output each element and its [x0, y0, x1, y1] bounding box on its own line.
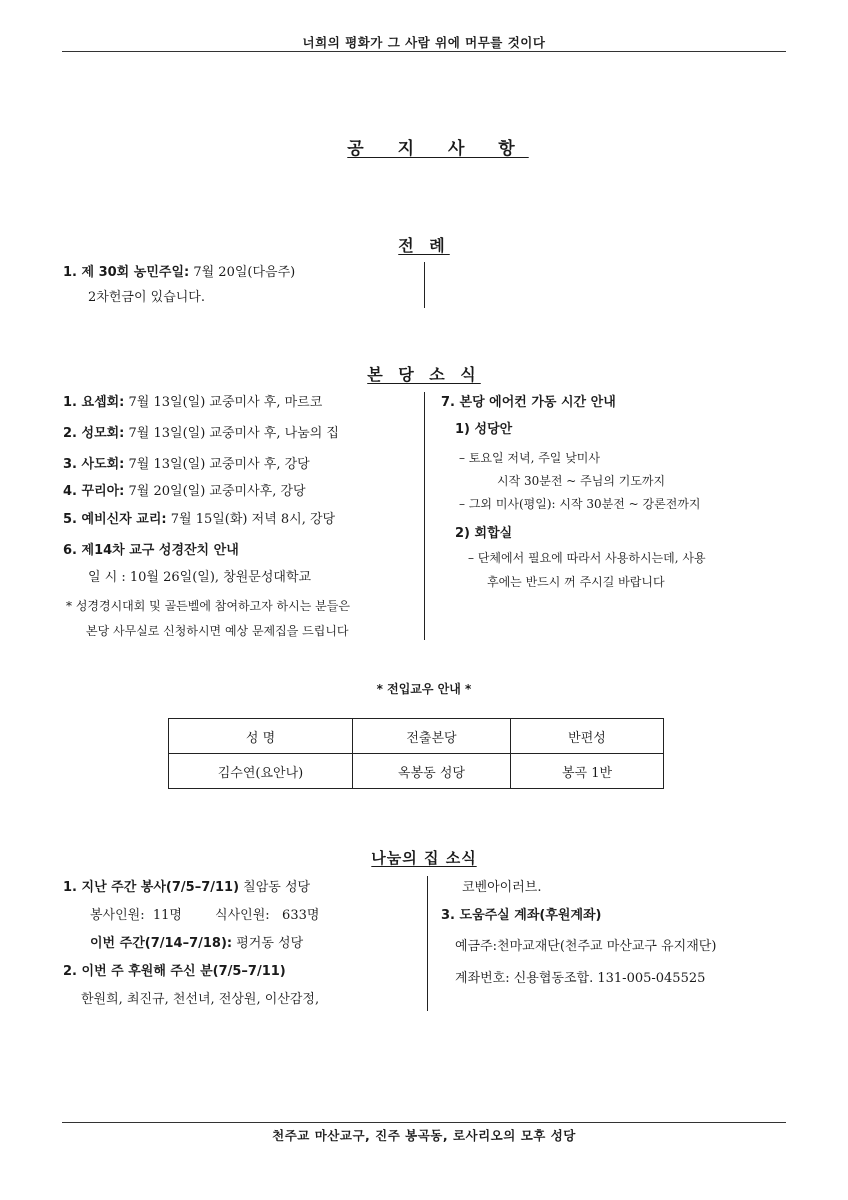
header-rule — [62, 51, 786, 52]
parish-item-4-text: 7월 20일(일) 교중미사후, 강당 — [128, 484, 306, 499]
parish-item-1-label: 1. 요셉회: — [63, 395, 125, 410]
sharing-house-divider — [427, 876, 428, 1011]
parish-item-5-label: 5. 예비신자 교리: — [63, 512, 167, 527]
parish-item-7-sub-1-line-2: 시작 30분전 ~ 주님의 기도까지 — [497, 474, 666, 488]
sharing-item-3-label: 3. 도움주실 계좌(후원계좌) — [441, 908, 602, 923]
sharing-donors-line-1: 한원희, 최진규, 천선녀, 전상원, 이산감정, — [81, 992, 320, 1007]
parish-item-7-title: 7. 본당 에어컨 가동 시간 안내 — [441, 395, 616, 410]
sharing-account-number: 계좌번호: 신용협동조합. 131-005-045525 — [455, 971, 706, 986]
parish-item-7-sub-1: 1) 성당안 — [455, 422, 513, 437]
transfer-header-from-parish: 전출본당 — [353, 719, 511, 754]
parish-item-1 — [63, 394, 322, 412]
parish-item-7-sub-2-line-1: – 단체에서 필요에 따라서 사용하시는데, 사용 — [468, 551, 706, 565]
parish-item-5-text: 7월 15일(화) 저녁 8시, 강당 — [170, 512, 336, 527]
sharing-house-title: 나눔의 집 소식 — [371, 849, 477, 867]
parish-item-1-text: 7월 13일(일) 교중미사 후, 마르코 — [128, 395, 323, 410]
transfer-cell-from-parish: 옥봉동 성당 — [353, 754, 511, 789]
parish-item-7-sub-1-line-3: – 그외 미사(평일): 시작 30분전 ~ 강론전까지 — [459, 497, 701, 511]
parish-item-2-text: 7월 13일(일) 교중미사 후, 나눔의 집 — [128, 426, 339, 441]
parish-news-divider — [424, 392, 425, 640]
sharing-this-week-label: 이번 주간(7/14–7/18): — [90, 936, 233, 951]
liturgy-item-1 — [63, 264, 295, 282]
parish-news-title: 본 당 소 식 — [367, 365, 481, 384]
parish-item-4-label: 4. 꾸리아: — [63, 484, 125, 499]
parish-item-6-note-2: 본당 사무실로 신청하시면 예상 문제집을 드립니다 — [86, 624, 349, 638]
parish-item-2-label: 2. 성모회: — [63, 426, 125, 441]
sharing-this-week — [90, 935, 303, 953]
sharing-item-1 — [63, 879, 310, 897]
parish-item-7-sub-2-line-2: 후에는 반드시 꺼 주시길 바랍니다 — [487, 575, 665, 589]
parish-item-2 — [63, 425, 339, 443]
sharing-this-week-value: 평거동 성당 — [236, 936, 304, 951]
transfer-cell-group: 봉곡 1반 — [511, 754, 664, 789]
header-motto: 너희의 평화가 그 사람 위에 머무를 것이다 — [302, 35, 546, 50]
parish-item-7-sub-1-line-1: – 토요일 저녁, 주일 낮미사 — [459, 451, 600, 465]
transfer-header-name: 성 명 — [169, 719, 353, 754]
transfer-cell-name: 김수연(요안나) — [169, 754, 353, 789]
sharing-donors-line-2: 코벤아이러브. — [462, 880, 542, 895]
parish-item-3-text: 7월 13일(일) 교중미사 후, 강당 — [128, 457, 310, 472]
footer-text: 천주교 마산교구, 진주 봉곡동, 로사리오의 모후 성당 — [272, 1128, 576, 1143]
parish-item-5 — [63, 511, 335, 529]
table-row — [169, 754, 664, 789]
liturgy-item-1-note: 2차헌금이 있습니다. — [88, 290, 205, 305]
table-header-row — [169, 719, 664, 754]
sharing-volunteers: 봉사인원: 11명 식사인원: 633명 — [90, 908, 320, 923]
parish-item-3 — [63, 456, 310, 474]
liturgy-divider — [424, 262, 425, 308]
page-title: 공 지 사 항 — [347, 139, 529, 159]
parish-item-3-label: 3. 사도회: — [63, 457, 125, 472]
transfer-header-group: 반편성 — [511, 719, 664, 754]
footer-rule — [62, 1122, 786, 1123]
sharing-item-1-value: 칠암동 성당 — [243, 880, 311, 895]
parish-item-6-title: 6. 제14차 교구 성경잔치 안내 — [63, 543, 239, 558]
liturgy-item-1-value: 7월 20일(다음주) — [193, 265, 296, 280]
sharing-item-2-label: 2. 이번 주 후원해 주신 분(7/5–7/11) — [63, 964, 286, 979]
liturgy-item-1-label: 1. 제 30회 농민주일: — [63, 265, 190, 280]
parish-item-4 — [63, 483, 306, 501]
sharing-account-holder: 예금주:천마교재단(천주교 마산교구 유지재단) — [455, 939, 717, 954]
sharing-item-1-label: 1. 지난 주간 봉사(7/5–7/11) — [63, 880, 240, 895]
parish-item-6-note-1: * 성경경시대회 및 골든벨에 참여하고자 하시는 분들은 — [66, 599, 350, 613]
parish-item-7-sub-2: 2) 회합실 — [455, 526, 513, 541]
liturgy-title: 전 례 — [398, 236, 450, 255]
transfer-table — [168, 718, 664, 789]
parish-item-6-date: 일 시 : 10월 26일(일), 창원문성대학교 — [88, 570, 312, 585]
transfer-title: * 전입교우 안내 * — [376, 682, 472, 696]
